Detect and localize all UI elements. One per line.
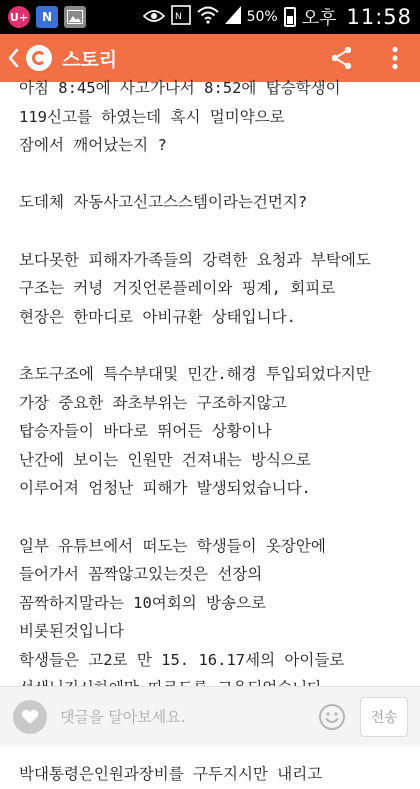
u-plus-icon: U+ (8, 6, 30, 28)
page-title: 스토리 (62, 48, 118, 71)
story-line: 119신고를 하였는데 혹시 멀미약으로 (19, 107, 285, 126)
story-line: 난간에 보이는 인원만 건져내는 방식으로 (19, 450, 311, 469)
n-app-icon: N (36, 6, 58, 28)
story-line: 현장은 한마디로 아비규환 상태입니다. (19, 307, 296, 326)
story-line: 아침 8:45에 사고가나서 8:52에 탑승학생이 (19, 79, 341, 97)
system-icons (143, 4, 412, 30)
story-line: 일부 유튜브에서 떠도는 학생들이 옷장안에 (19, 536, 326, 555)
comment-bar (0, 686, 420, 746)
comment-input[interactable] (60, 697, 310, 737)
emoticon-button[interactable] (310, 687, 354, 747)
story-text (19, 74, 415, 789)
story-line: 초도구조에 특수부대및 민간.해경 투입되었다지만 (19, 364, 371, 383)
story-line: 꼼짝하지말라는 10여회의 방송으로 (19, 593, 266, 612)
send-button[interactable]: 전송 (360, 697, 408, 737)
story-line (19, 331, 415, 360)
like-button[interactable] (0, 687, 60, 747)
wifi-icon (197, 6, 219, 28)
signal-icon (225, 6, 241, 28)
status-bar (0, 0, 420, 34)
clock: 11:58 (346, 5, 412, 29)
story-line: 잠에서 깨어났는지 ? (19, 136, 167, 155)
battery-percent: 50% (246, 9, 278, 25)
heart-icon (13, 700, 47, 734)
story-line: 비롯된것입니다 (19, 622, 124, 641)
story-line: 구조는 커녕 거짓언론플레이와 핑계, 회피로 (19, 279, 336, 298)
story-line: 이루어져 엄청난 피해가 발생되었습니다. (19, 479, 311, 498)
svg-text:N: N (174, 12, 182, 22)
more-vert-icon (392, 46, 398, 70)
notification-icons (8, 6, 86, 28)
eye-icon (143, 8, 165, 27)
story-line (19, 217, 415, 246)
story-line: 가장 중요한 좌초부위는 구조하지않고 (19, 393, 287, 412)
am-pm-indicator: 오후 (301, 8, 337, 29)
kakaostory-logo-icon[interactable] (26, 45, 52, 71)
battery-icon (284, 7, 296, 27)
story-line (19, 160, 415, 189)
nfc-icon (171, 5, 191, 29)
story-line: 박대통령은인원과장비를 구두지시만 내리고 (19, 765, 323, 784)
share-icon (330, 46, 354, 70)
story-line: 도데체 자동사고신고스스템이라는건먼지? (19, 193, 308, 212)
gallery-icon (64, 6, 86, 28)
story-line: 들어가서 꼼짝않고있는것은 선장의 (19, 565, 263, 584)
story-line: 보다못한 피해자가족들의 강력한 요청과 부탁에도 (19, 250, 371, 269)
story-line: 탑승자들이 바다로 뛰어든 상황이나 (19, 422, 272, 441)
story-line (19, 503, 415, 532)
smiley-icon (318, 703, 346, 731)
story-line: 학생들은 고2로 만 15. 16.17세의 아이들로 (19, 650, 345, 669)
